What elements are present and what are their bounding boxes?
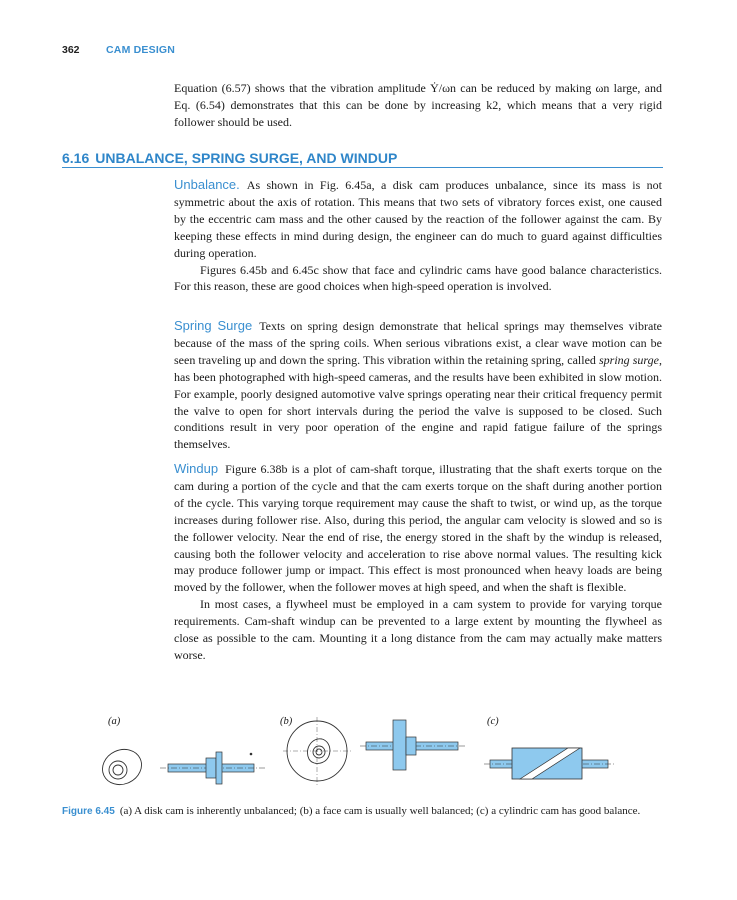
disk-cam-end-view (97, 743, 148, 791)
face-cam-side-view (360, 720, 466, 770)
spring-surge-term: spring surge (599, 352, 659, 367)
spring-surge-block (174, 318, 662, 453)
running-title: CAM DESIGN (106, 44, 176, 56)
windup-paragraph-2: In most cases, a flywheel must be employed in a cam system to provide for varying torque requirements. Cam-shaft windup can be prevented to a large extent by mounting the flywheel as close as possible to the cam. Mounting it a long distance from the cam may actually make matters worse. (174, 597, 662, 662)
page-header (62, 44, 662, 64)
figure-label-a: (a) (108, 716, 121, 727)
windup-block (174, 461, 662, 664)
spring-surge-text-b: , has been photographed with high-speed cameras, and the results have been exhibited in slow motion. For example, poorly designed automotive valve springs operating near their critical frequency permit the valve to open for short intervals during the period the valve is supposed to be closed. Such conditions result in very poor operation of the engine and rapid fatigue failure of the springs themselves. (174, 352, 662, 452)
intro-line-1: Equation (6.57) shows that the vibration amplitude Ẏ/ωn can be reduced by making (174, 81, 592, 95)
section-number: 6.16 (62, 150, 90, 166)
windup-paragraph-1: Figure 6.38b is a plot of cam-shaft torque, illustrating that the shaft exerts torque on the cam during a portion of the cycle and that the cam exerts torque on the shaft during another portion of the cycle. This varying torque requirement may cause the shaft to twist, or wind up, as the torque increases during follower rise. Also, during this period, the angular cam velocity is slowed and so is the follower velocity. Near the end of rise, the energy stored in the shaft by the windup is released, causing both the follower velocity and acceleration to rise above normal values. The resulting kick may produce follower jump or impact. This effect is most pronounced when heavy loads are being moved by the follower, when the follower moves at high speed, and when the shaft is flexible. (174, 462, 662, 595)
caption-number: Figure 6.45 (62, 806, 115, 817)
unbalance-paragraph-1: As shown in Fig. 6.45a, a disk cam produces unbalance, since its mass is not symmetric about the axis of rotation. This means that two sets of vibratory forces exist, one caused by the eccentric cam mass and the other caused by the reaction of the follower against the cam. By keeping these effects in mind during design, the engineer can do much to guard against difficulties during operation. (174, 178, 662, 260)
intro-line-2: ωn large, and Eq. (6.54) demonstrates that this can be done by increasing k2, which means (174, 81, 663, 112)
intro-paragraph (174, 80, 662, 131)
intro-line-3: that a very rigid follower should be used. (174, 97, 662, 129)
figure-drawing (80, 712, 680, 792)
windup-heading: Windup (174, 461, 219, 476)
caption-text: (a) A disk cam is inherently unbalanced; (b) a face cam is usually well balanced; (c) a cylindric cam has good balance. (119, 805, 641, 817)
section-title: UNBALANCE, SPRING SURGE, AND WINDUP (95, 150, 398, 166)
figure-label-b: (b) (280, 716, 293, 727)
disk-cam-side-view (160, 752, 266, 784)
figure-6-45 (80, 712, 680, 792)
cylindric-cam (484, 748, 614, 779)
unbalance-block (174, 177, 662, 295)
unbalance-paragraph-2: Figures 6.45b and 6.45c show that face and cylindric cams have good balance characteristics. For this reason, these are good choices when high-speed operation is involved. (174, 262, 662, 294)
spring-surge-heading: Spring Surge (174, 318, 253, 333)
spring-surge-text-a: Texts on spring design demonstrate that helical springs may themselves vibrate because of the mass of the spring coils. When serious vibrations exist, a clear wave motion can be seen traveling up and down the spring. This vibration within the retaining spring, called (174, 319, 662, 367)
section-heading (62, 150, 663, 168)
page-number: 362 (62, 44, 80, 56)
face-cam-end-view (283, 717, 351, 785)
figure-label-c: (c) (487, 716, 499, 727)
unbalance-heading: Unbalance. (174, 177, 240, 192)
figure-caption (62, 804, 663, 819)
